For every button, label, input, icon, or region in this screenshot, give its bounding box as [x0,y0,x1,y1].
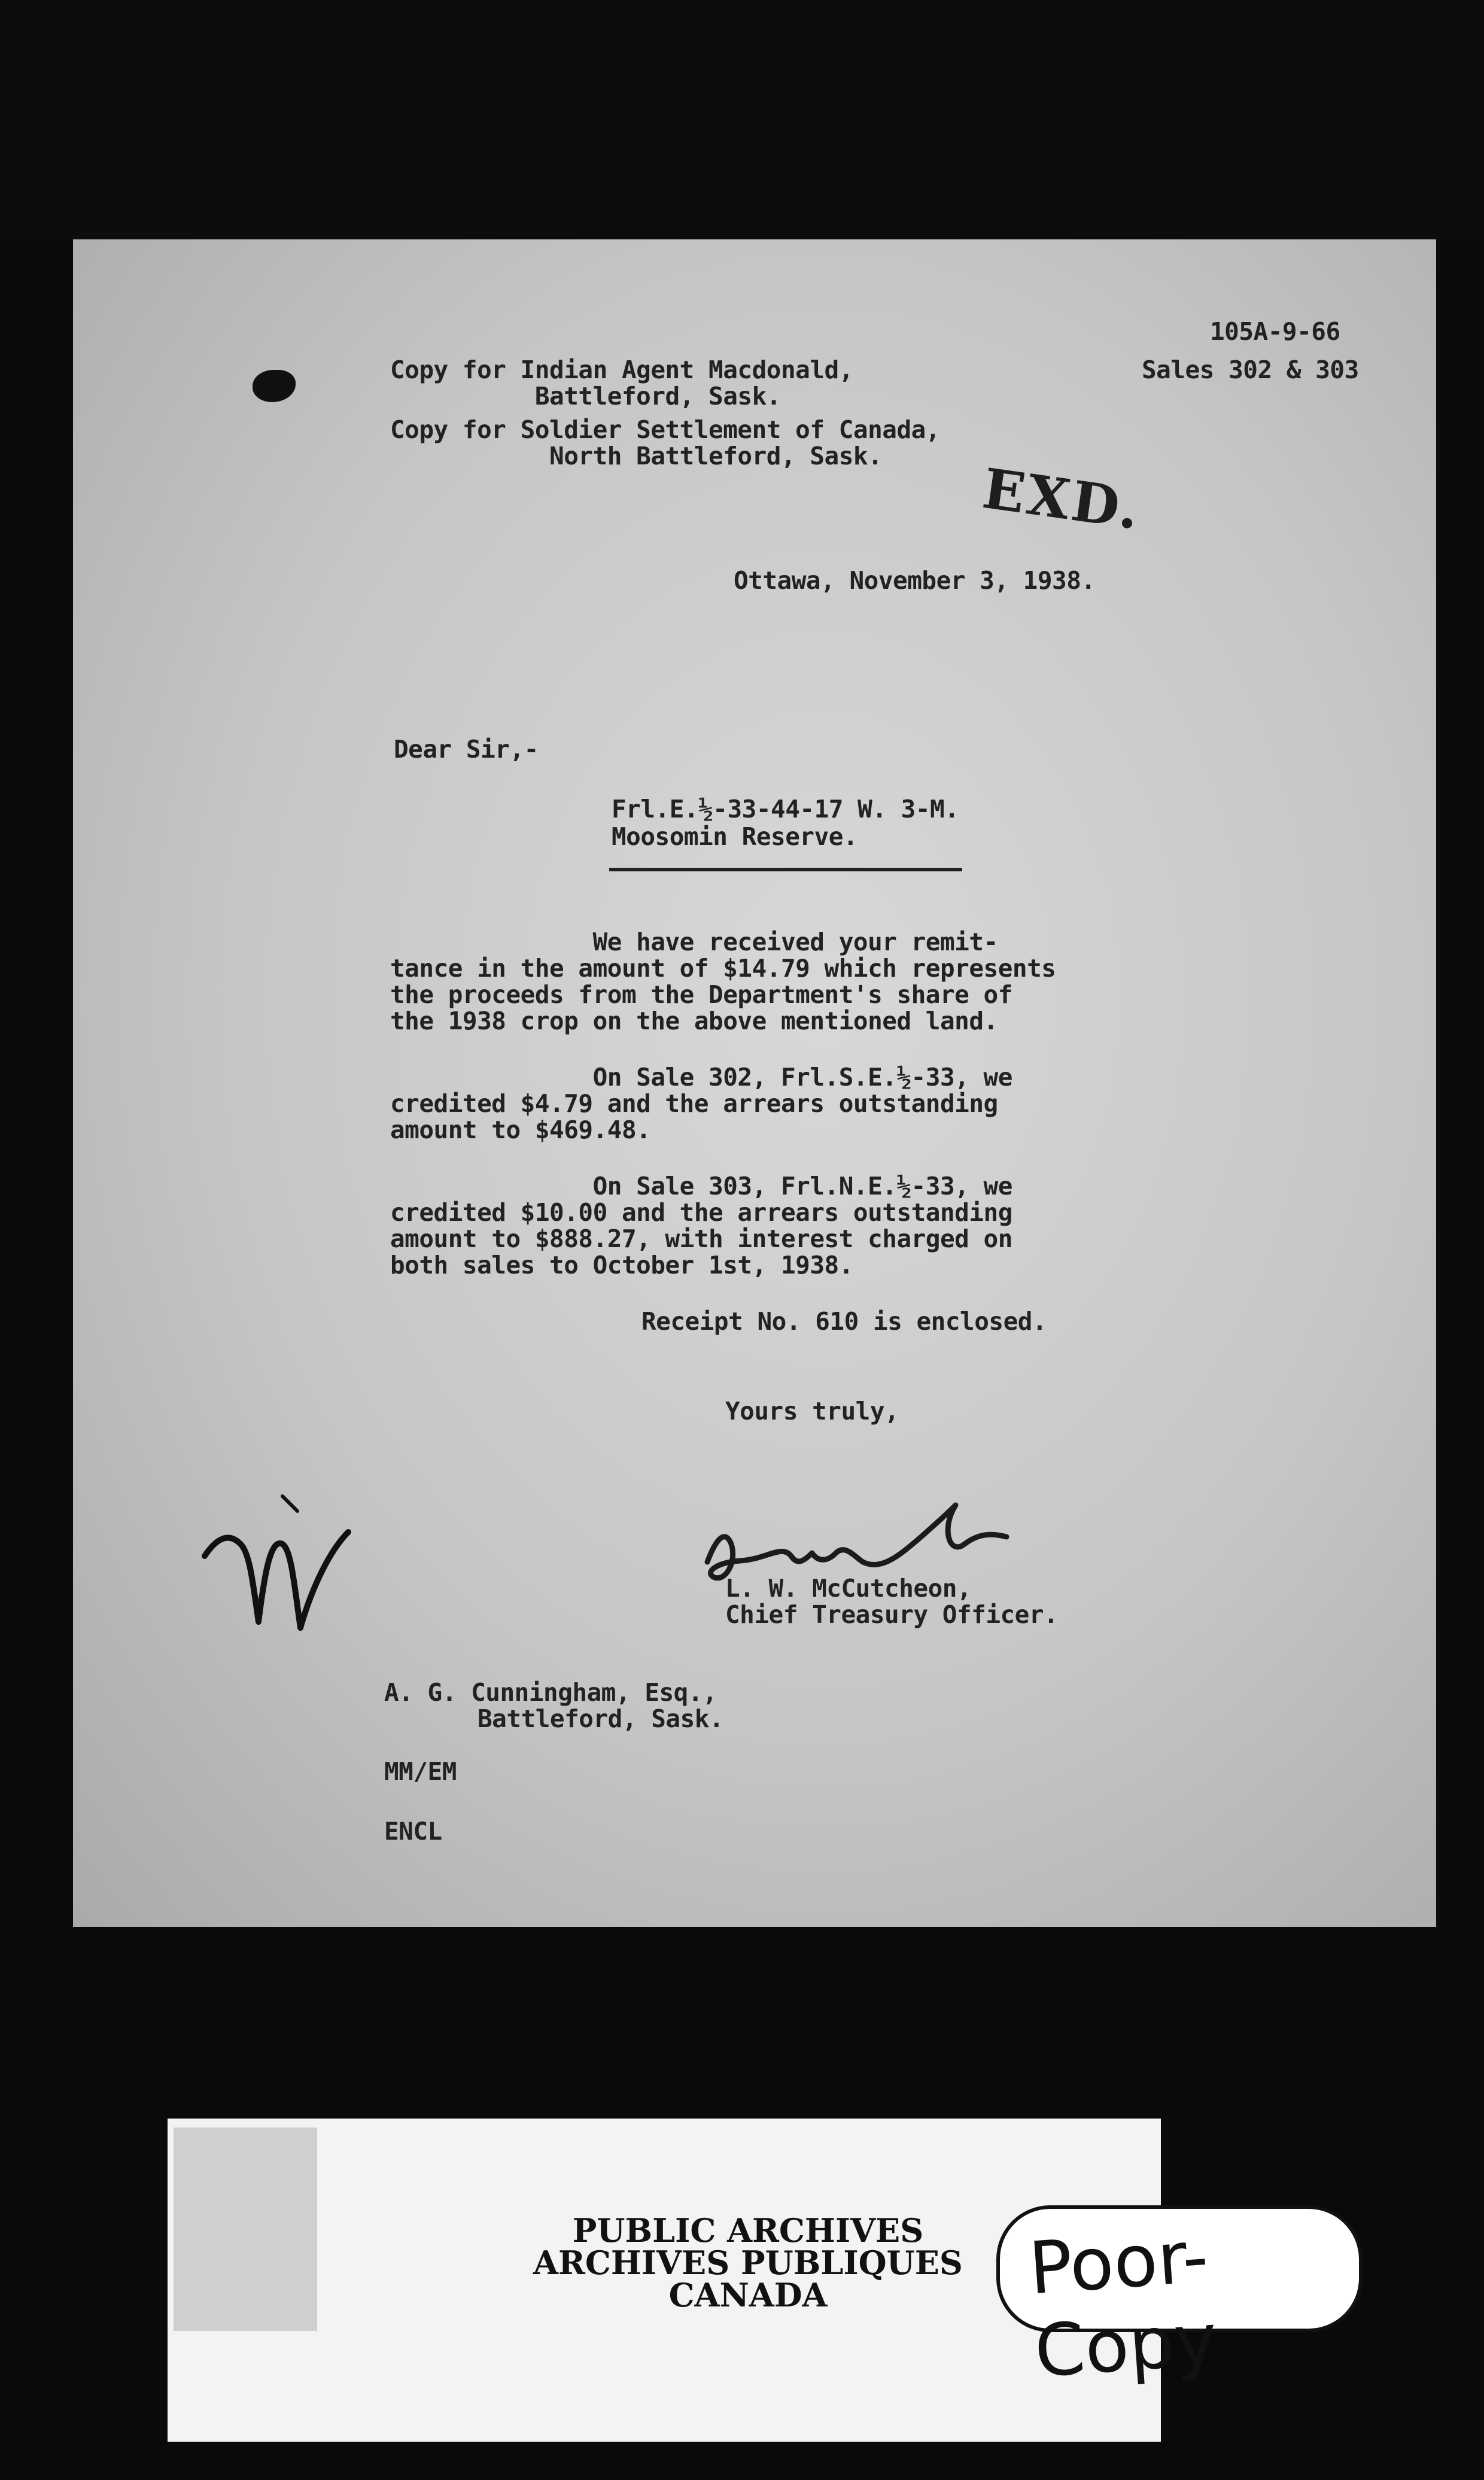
signer-title: Chief Treasury Officer. [725,1600,1059,1629]
copy-line-2: Battleford, Sask. [390,382,781,411]
letter-page [73,239,1436,1927]
margin-checkmark-icon [193,1484,360,1664]
paragraph3-line3: amount to $888.27, with interest charged on [390,1224,1012,1253]
copy-line-4: North Battleford, Sask. [390,442,883,470]
enclosure-note: ENCL [384,1817,442,1846]
file-reference: 105A-9-66 [1210,317,1340,346]
archive-label-tab [174,2128,317,2331]
film-border-top [0,0,1484,239]
signer-name: L. W. McCutcheon, [725,1574,972,1603]
date-line: Ottawa, November 3, 1938. [734,566,1096,595]
subject-line-2: Moosomin Reserve. [612,822,858,851]
subject-underline [609,868,962,871]
paragraph1-line3: the proceeds from the Department's share of [390,980,1012,1009]
archive-line-2: ARCHIVES PUBLIQUES [533,2244,963,2282]
salutation: Dear Sir,- [394,735,539,764]
paragraph1-line1: We have received your remit- [390,928,998,956]
poor-copy-note: Poor-Copy [1026,2215,1220,2394]
archive-line-3: CANADA [668,2276,828,2314]
subject-line-1: Frl.E.½-33-44-17 W. 3-M. [612,795,959,823]
paragraph2-line3: amount to $469.48. [390,1116,651,1144]
paragraph3-line1: On Sale 303, Frl.N.E.½-33, we [390,1172,1012,1201]
paragraph1-line2: tance in the amount of $14.79 which represents [390,954,1056,983]
copy-line-3: Copy for Soldier Settlement of Canada, [390,415,940,444]
paragraph2-line1: On Sale 302, Frl.S.E.½-33, we [390,1063,1012,1092]
typist-initials: MM/EM [384,1757,457,1786]
sales-reference: Sales 302 & 303 [1142,355,1359,384]
exd-stamp: EXD. [978,456,1146,542]
copy-line-1: Copy for Indian Agent Macdonald, [390,355,853,384]
archive-line-1: PUBLIC ARCHIVES [572,2211,924,2250]
paragraph2-line2: credited $4.79 and the arrears outstanding [390,1089,998,1118]
ink-blot [253,370,296,402]
paragraph3-line4: both sales to October 1st, 1938. [390,1251,853,1279]
receipt-line: Receipt No. 610 is enclosed. [641,1307,1047,1336]
paragraph1-line4: the 1938 crop on the above mentioned land. [390,1007,998,1035]
addressee-name: A. G. Cunningham, Esq., [384,1678,717,1707]
closing: Yours truly, [725,1397,899,1426]
paragraph3-line2: credited $10.00 and the arrears outstanding [390,1198,1012,1227]
addressee-place: Battleford, Sask. [478,1704,724,1733]
